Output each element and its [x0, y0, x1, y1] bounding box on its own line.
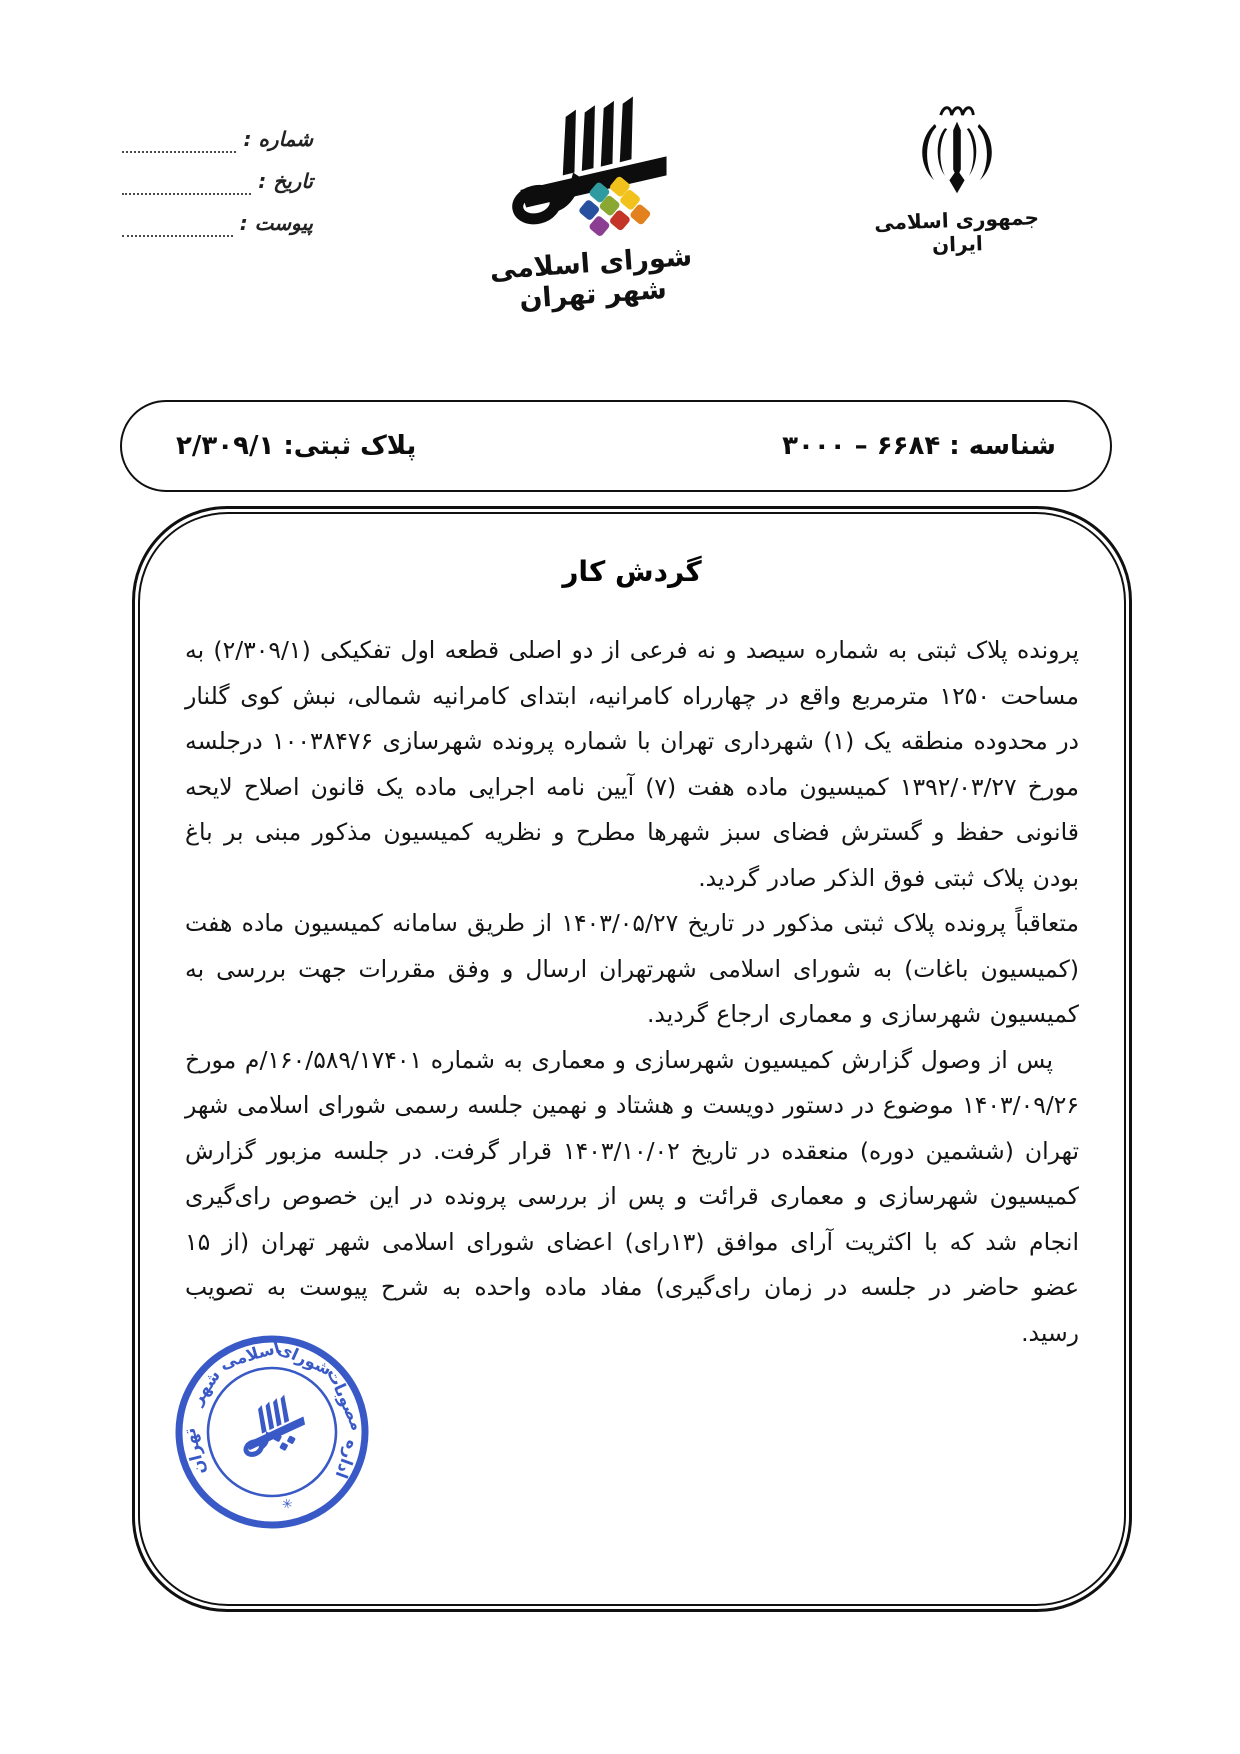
registration-plaque: پلاک ثبتی: ۲/۳۰۹/۱	[176, 431, 417, 461]
stamp-word: شهر	[187, 1366, 225, 1409]
paragraph-referral: متعاقباً پرونده پلاک ثبتی مذکور در تاریخ ۱۴۰۳/۰۵/۲۷ از طریق سامانه کمیسیون ماده هفت (کمیسیون باغات) به شورای اسلامی شهرتهران ارسال و وفق مقررات جهت بررسی به کمیسیون شهرسازی و معماری ارجاع گردید.	[185, 909, 1079, 1028]
number-field-row	[118, 118, 313, 160]
workflow-text	[185, 628, 1079, 1356]
paragraph-approval: پس از وصول گزارش کمیسیون شهرسازی و معماری به شماره ۱۶۰/۵۸۹/۱۷۴۰۱/م مورخ ۱۴۰۳/۰۹/۲۶ موضوع در دستور دویست و هشتاد و نهمین جلسه رسمی شورای اسلامی شهر تهران (ششمین دوره) منعقده در تاریخ ۱۴۰۳/۱۰/۰۲ قرار گرفت. در جلسه مزبور گزارش کمیسیون شهرسازی و معماری قرائت و پس از بررسی پرونده در این خصوص رای‌گیری انجام شد که با اکثریت آرای موافق (۱۳رای) اعضای شورای اسلامی شهر تهران (از ۱۵ عضو حاضر در جلسه در زمان رای‌گیری) مفاد ماده واحده به شرح پیوست به تصویب رسید.	[185, 1045, 1079, 1347]
stamp-center-logo-icon	[235, 1392, 310, 1460]
stamp-word: تهران	[179, 1426, 210, 1477]
council-resolutions-office-stamp	[153, 1313, 390, 1550]
page-title: گردش کار	[562, 555, 702, 588]
paragraph-case-origin: پرونده پلاک ثبتی به شماره سیصد و نه فرعی از دو اصلی قطعه اول تفکیکی (۲/۳۰۹/۱) به مساحت ۱۲۵۰ مترمربع واقع در چهارراه کامرانیه، ابتدای کامرانیه شمالی، نبش کوی گلنار در محدوده منطقه یک (۱) شهرداری تهران با شماره پرونده شهرسازی ۱۰۰۳۸۴۷۶ درجلسه مورخ ۱۳۹۲/۰۳/۲۷ کمیسیون ماده هفت (۷) آیین نامه اجرایی ماده یک قانون اصلاح لایحه قانونی حفظ و گسترش فضای سبز شهرها مطرح و نظریه کمیسیون مذکور مبنی بر باغ بودن پلاک ثبتی فوق الذکر صادر گردید.	[185, 636, 1080, 892]
stamp-word: اداره	[331, 1437, 363, 1481]
tehran-council-logo-icon	[462, 96, 722, 246]
iran-national-emblem	[852, 102, 1062, 256]
number-field-dotted-line	[122, 137, 236, 153]
stamp-word: اسلامی	[217, 1337, 283, 1373]
date-field-label: تاریخ :	[258, 169, 313, 193]
attachment-field-row	[118, 202, 313, 244]
reference-fields	[118, 118, 313, 244]
stamp-word: شورای	[274, 1338, 335, 1380]
council-logo-caption: شورای اسلامی شهر تهران	[488, 241, 694, 316]
document-id: شناسه : ۶۶۸۴ – ۳۰۰۰	[782, 431, 1056, 461]
date-field-row	[118, 160, 313, 202]
iran-emblem-icon	[852, 102, 1062, 202]
attachment-field-dotted-line	[122, 221, 233, 237]
date-field-dotted-line	[122, 179, 251, 195]
number-field-label: شماره :	[243, 127, 313, 151]
stamp-rosette: ✳	[280, 1496, 295, 1514]
identification-band	[120, 400, 1112, 492]
stamp-word: مصوبات	[323, 1365, 368, 1434]
attachment-field-label: پیوست :	[239, 211, 313, 235]
tehran-council-logo	[462, 96, 722, 316]
emblem-caption: جمهوری اسلامی ایران	[873, 205, 1040, 257]
